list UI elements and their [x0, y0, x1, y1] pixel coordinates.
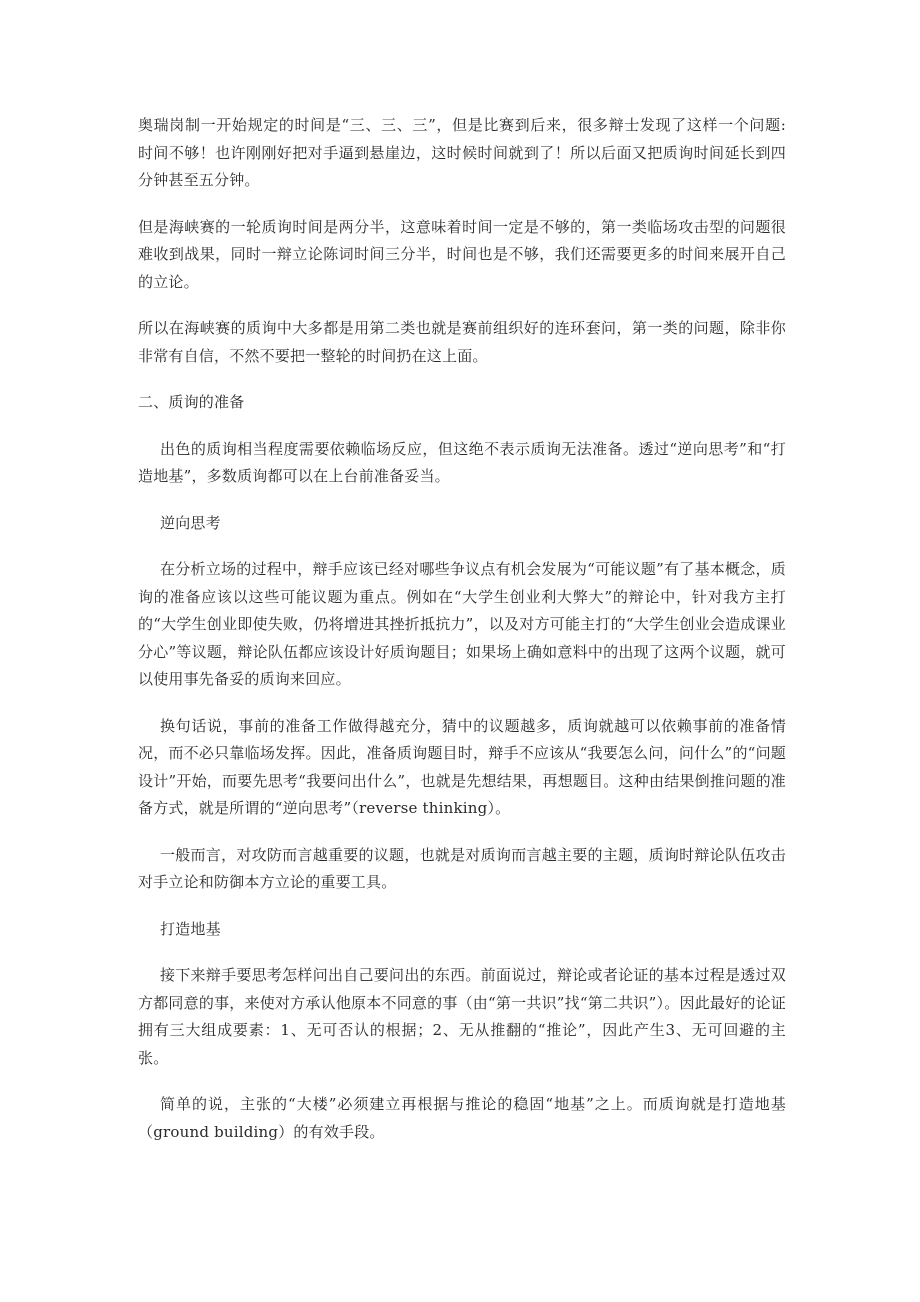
paragraph: 奥瑞岗制一开始规定的时间是“三、三、三”，但是比赛到后来，很多辩士发现了这样一个问题: 时间不够！也许刚刚好把对手逼到悬崖边，这时候时间就到了！所以后面又把质询时间延长到四分钟甚至五分钟。	[138, 116, 786, 189]
subsection-heading: 逆向思考	[160, 513, 221, 532]
paragraph: 出色的质询相当程度需要依赖临场反应，但这绝不表示质询无法准备。透过“逆向思考”和“打造地基”，多数质询都可以在上台前准备妥当。	[138, 439, 786, 485]
paragraph: 一般而言，对攻防而言越重要的议题，也就是对质询而言越主要的主题，质询时辩论队伍攻击对手立论和防御本方立论的重要工具。	[138, 845, 786, 891]
paragraph: 在分析立场的过程中，辩手应该已经对哪些争议点有机会发展为“可能议题”有了基本概念，质询的准备应该以这些可能议题为重点。例如在“大学生创业利大弊大”的辩论中，针对我方主打的“大学生创业即使失败，仍将增进其挫折抵抗力”，以及对方可能主打的“大学生创业会造成课业分心”等议题，辩论队伍都应该设计好质询题目；如果场上确如意料中的出现了这两个议题，就可以使用事先备妥的质询来回应。	[138, 560, 786, 688]
paragraph: 接下来辩手要思考怎样问出自己要问出的东西。前面说过，辩论或者论证的基本过程是透过双方都同意的事，来使对方承认他原本不同意的事（由“第一共识”找“第二共识”）。因此最好的论证拥有三大组成要素：1、无可否认的根据；2、无从推翻的“推论”，因此产生3、无可回避的主张。	[138, 966, 786, 1067]
paragraph: 简单的说，主张的“大楼”必须建立再根据与推论的稳固“地基”之上。而质询就是打造地基（ground building）的有效手段。	[138, 1095, 786, 1141]
paragraph: 但是海峡赛的一轮质询时间是两分半，这意味着时间一定是不够的，第一类临场攻击型的问题很难收到战果，同时一辩立论陈词时间三分半，时间也是不够，我们还需要更多的时间来展开自己的立论。	[138, 217, 786, 291]
section-heading: 二、质询的准备	[138, 393, 245, 411]
paragraph: 换句话说，事前的准备工作做得越充分，猜中的议题越多，质询就越可以依赖事前的准备情况，而不必只靠临场发挥。因此，准备质询题目时，辩手不应该从“我要怎么问，问什么”的“问题设计”开始，而要先思考“我要问出什么”，也就是先想结果，再想题目。这种由结果倒推问题的准备方式，就是所谓的“逆向思考”（reverse thinking）。	[138, 716, 786, 817]
paragraph: 所以在海峡赛的质询中大多都是用第二类也就是赛前组织好的连环套问，第一类的问题，除非你非常有自信，不然不要把一整轮的时间扔在这上面。	[138, 319, 786, 365]
document-body	[138, 112, 786, 1165]
subsection-heading: 打造地基	[160, 919, 221, 938]
